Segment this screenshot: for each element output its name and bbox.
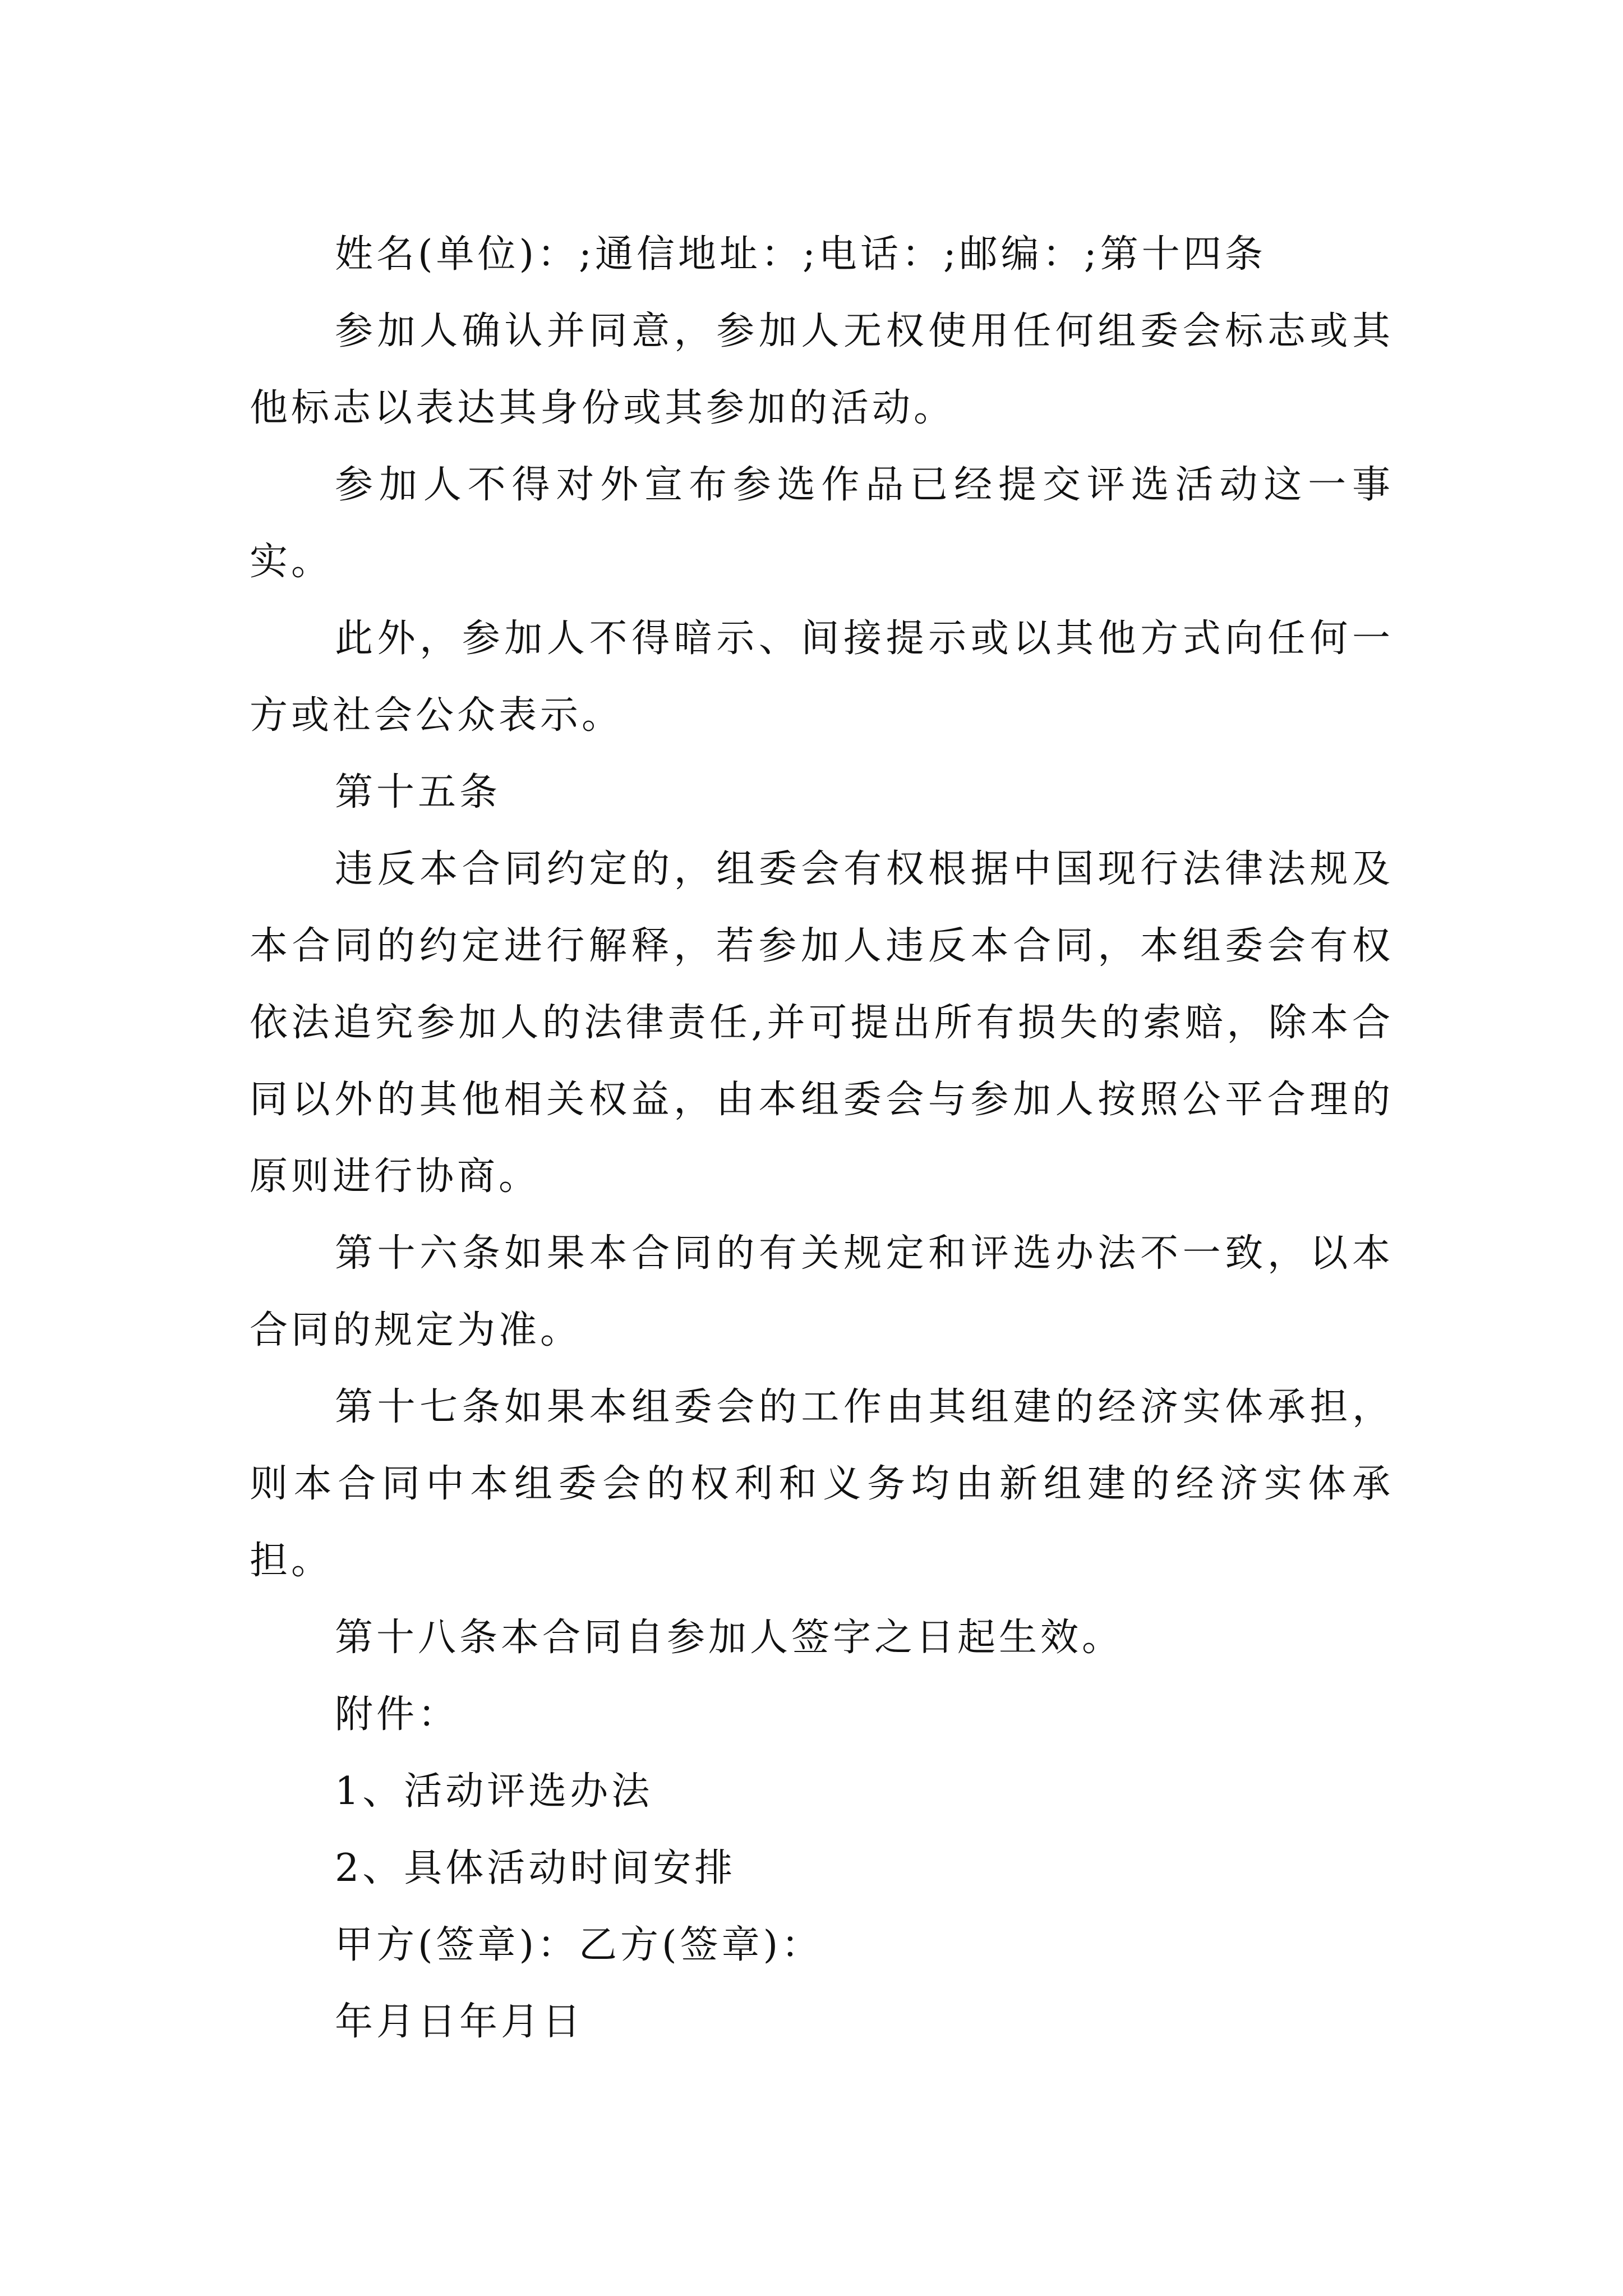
attachment-item-1: 1、活动评选办法 [335,1769,653,1814]
signature-line: 甲方(签章)：乙方(签章)： [335,1923,823,1967]
article-17-paragraph: 第十七条如果本组委会的工作由其组建的经济实体承担，则本合同中本组委会的权利和义务均由新组建的经济实体承担。 [250,1385,1394,1583]
paragraph-breach-liability: 违反本合同约定的，组委会有权根据中国现行法律法规及本合同的约定进行解释，若参加人违反本合同，本组委会有权依法追究参加人的法律责任,并可提出所有损失的索赔，除本合同以外的其他相关权益，由本组委会与参加人按照公平合理的原则进行协商。 [250,847,1394,1199]
paragraph-no-announcement: 参加人不得对外宣布参选作品已经提交评选活动这一事实。 [250,463,1394,584]
attachment-item-2: 2、具体活动时间安排 [335,1846,736,1890]
article-18-paragraph: 第十八条本合同自参加人签字之日起生效。 [335,1616,1124,1660]
article-16-paragraph: 第十六条如果本合同的有关规定和评选办法不一致，以本合同的规定为准。 [250,1231,1394,1352]
date-line: 年月日年月日 [335,2000,584,2044]
paragraph-confirm-consent: 参加人确认并同意，参加人无权使用任何组委会标志或其他标志以表达其身份或其参加的活动。 [250,309,1394,430]
document-body [250,216,1394,2060]
paragraph-no-implication: 此外，参加人不得暗示、间接提示或以其他方式向任何一方或社会公众表示。 [250,616,1394,738]
attachments-heading: 附件： [335,1692,460,1737]
paragraph-contact-info: 姓名(单位)：;通信地址：;电话：;邮编：;第十四条 [335,232,1266,277]
article-15-heading: 第十五条 [335,770,501,815]
